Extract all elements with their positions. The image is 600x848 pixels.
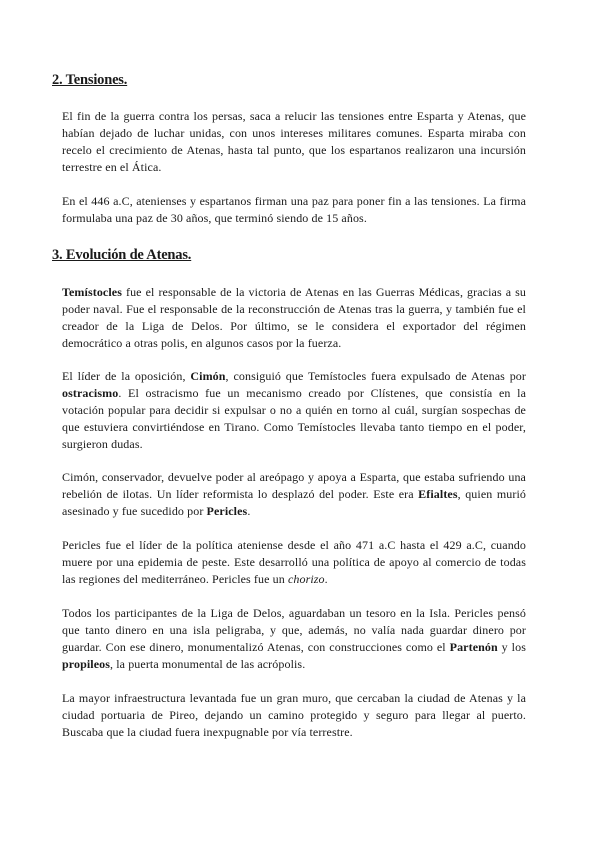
text-run: El fin de la guerra contra los persas, saca a relucir las tensiones entre Esparta y Atenas, que habían dejado de luchar unidas, con unos intereses militares comunes. Esparta miraba con recelo el crecimiento de Atenas, hasta tal punto, que los espartanos realizaron una incursión terrestre en el Ática. [62, 109, 526, 174]
paragraph [52, 469, 526, 520]
italic-term: chorizo [287, 572, 325, 586]
paragraph [52, 284, 526, 352]
bold-term: Partenón [449, 640, 498, 654]
paragraph [52, 193, 526, 227]
paragraph [52, 108, 526, 176]
paragraph [52, 368, 526, 453]
text-run: En el 446 a.C, atenienses y espartanos firman una paz para poner fin a las tensiones. La firma formulaba una paz de 30 años, que terminó siendo de 15 años. [62, 194, 526, 225]
text-run: , consiguió que Temístocles fuera expulsado de Atenas por [225, 369, 526, 383]
bold-term: Cimón [190, 369, 226, 383]
text-run: El líder de la oposición, [62, 369, 191, 383]
text-run: fue el responsable de la victoria de Atenas en las Guerras Médicas, gracias a su poder naval. Fue el responsable de la reconstrucción de Atenas tras la guerra, y también fue el creador de la Liga de Delos. Por último, se le considera el exportador del régimen democrático a otras polis, en algunos casos por la fuerza. [62, 285, 526, 350]
text-run: Cimón, conservador, devuelve poder al areópago y apoya a Esparta, que estaba sufriendo una rebelión de ilotas. Un líder reformista lo desplazó del poder. Este era [62, 470, 526, 501]
paragraph [52, 690, 526, 741]
section-heading-evolucion: 3. Evolución de Atenas. [52, 247, 192, 263]
text-run: Pericles fue el líder de la política ateniense desde el año 471 a.C hasta el 429 a.C, cuando muere por una epidemia de peste. Este desarrolló una política de apoyo al comercio de todas las regiones del mediterráneo. Pericles fue un [62, 538, 526, 586]
bold-term: ostracismo [62, 386, 119, 400]
paragraph [52, 605, 526, 673]
bold-term: propileos [62, 657, 111, 671]
section-heading-tensiones: 2. Tensiones. [52, 72, 128, 88]
bold-term: Temístocles [62, 285, 122, 299]
text-run: . [324, 572, 328, 586]
text-run: , la puerta monumental de las acrópolis. [110, 657, 306, 671]
text-run: , quien murió asesinado y fue sucedido por [62, 487, 526, 518]
text-run: . [247, 504, 251, 518]
text-run: La mayor infraestructura levantada fue un gran muro, que cercaban la ciudad de Atenas y la ciudad portuaria de Pireo, dejando un camino protegido y seguro para llegar al puerto. Buscaba que la ciudad fuera inexpugnable por vía terrestre. [62, 691, 526, 739]
text-run: y los [497, 640, 526, 654]
bold-term: Efialtes [418, 487, 458, 501]
paragraph [52, 537, 526, 588]
text-run: Todos los participantes de la Liga de Delos, aguardaban un tesoro en la Isla. Pericles pensó que tanto dinero en una isla peligraba, y que, además, no valía nada guardar dinero por guardar. Con ese dinero, monumentalizó Atenas, con construcciones como el [62, 606, 526, 654]
bold-term: Pericles [206, 504, 248, 518]
text-run: . El ostracismo fue un mecanismo creado por Clístenes, que consistía en la votación popular para decidir si expulsar o no a quién en torno al cuál, surgían sospechas de que estuviera convirtiéndose en Tirano. Como Temístocles llevaba tanto tiempo en el poder, surgieron dudas. [62, 386, 526, 451]
